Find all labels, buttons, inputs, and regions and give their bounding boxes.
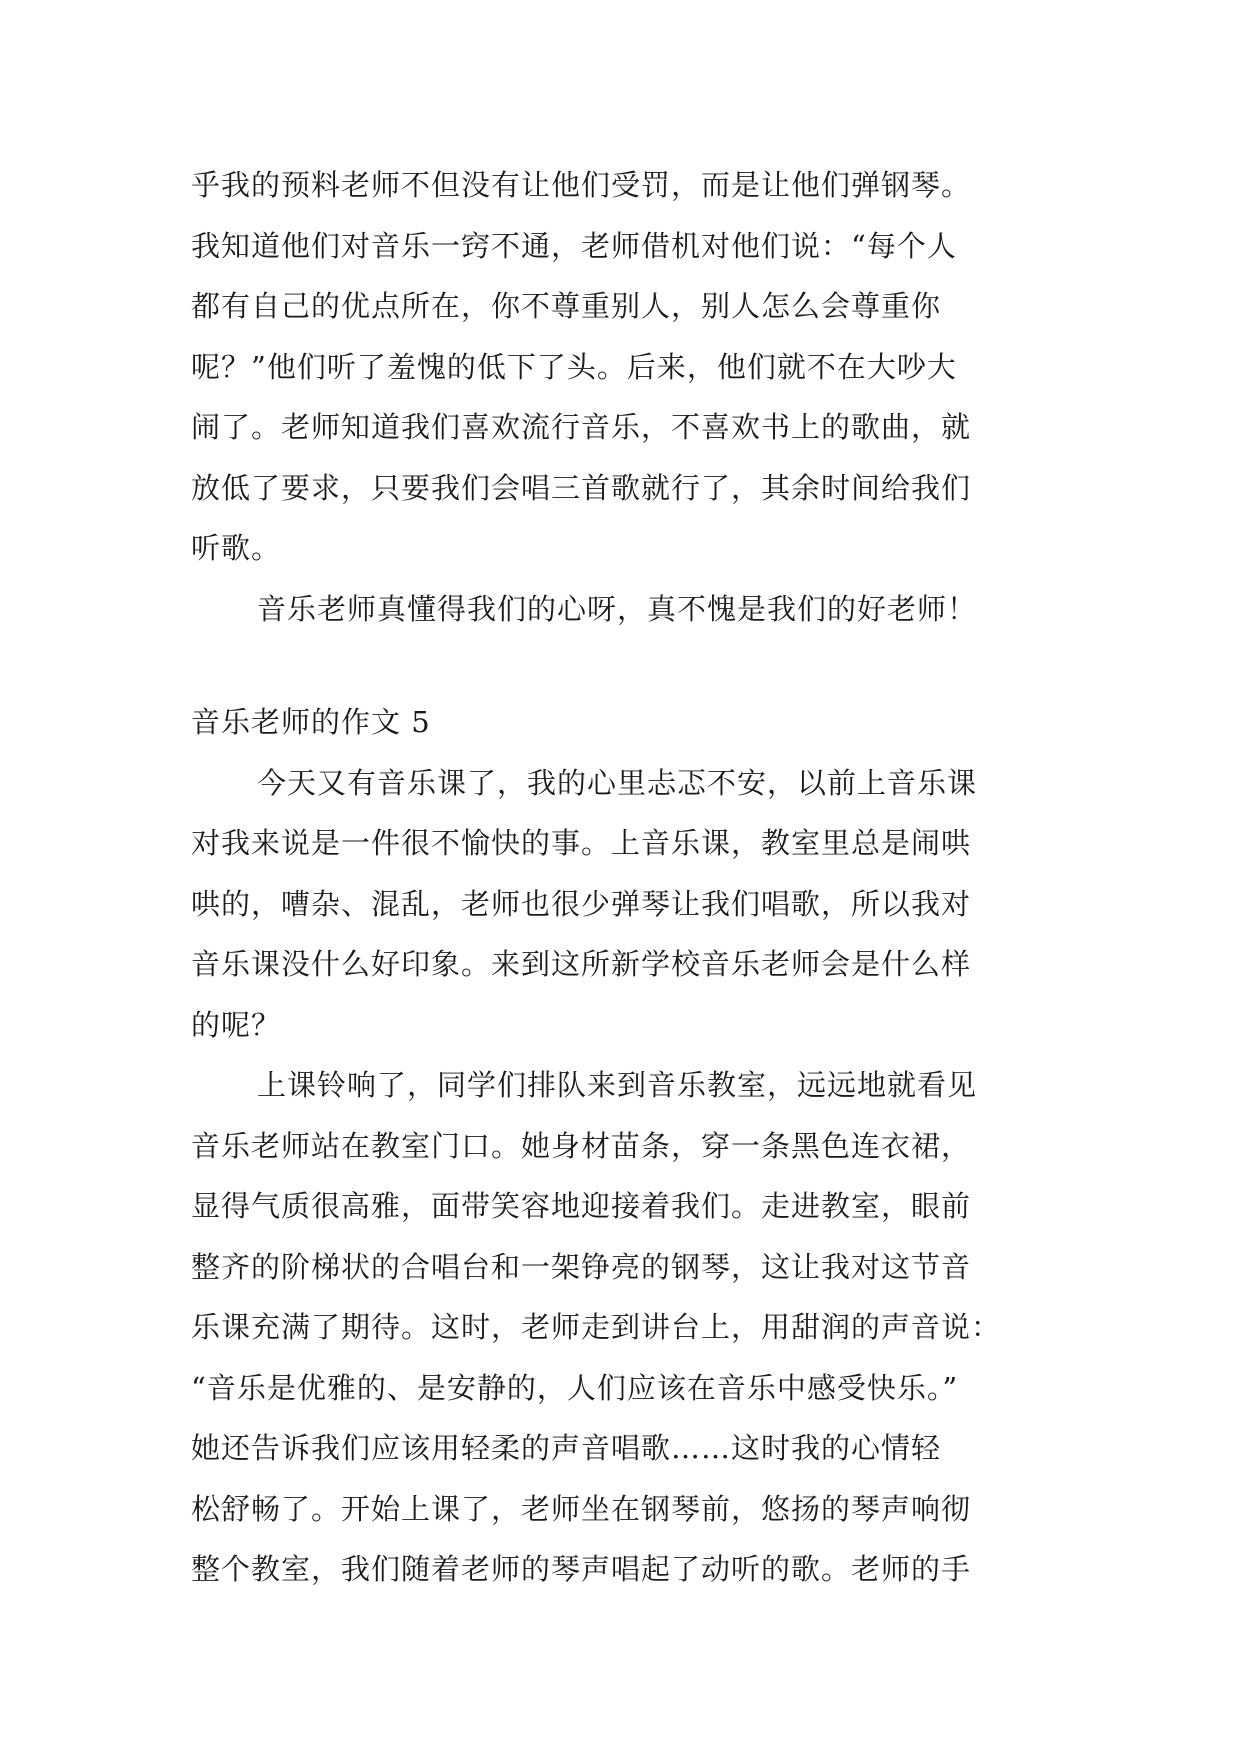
text-line: 整齐的阶梯状的合唱台和一架铮亮的钢琴，这让我对这节音	[191, 1249, 972, 1284]
section-title: 音乐老师的作文 5	[191, 705, 431, 739]
text-line: 乎我的预料老师不但没有让他们受罚，而是让他们弹钢琴。	[191, 168, 972, 202]
closing-paragraph: 音乐老师真懂得我们的心呀，真不愧是我们的好老师！	[257, 591, 978, 626]
continuation-paragraph	[191, 155, 1051, 639]
text-line: “音乐是优雅的、是安静的，人们应该在音乐中感受快乐。”	[191, 1370, 959, 1405]
text-line: 闹了。老师知道我们喜欢流行音乐，不喜欢书上的歌曲，就	[191, 410, 972, 444]
text-line: 音乐老师站在教室门口。她身材苗条，穿一条黑色连衣裙，	[191, 1128, 972, 1163]
text-line: 对我来说是一件很不愉快的事。上音乐课，教室里总是闹哄	[191, 826, 972, 860]
text-line: 都有自己的优点所在，你不尊重别人，别人怎么会尊重你	[191, 289, 942, 323]
text-line: 音乐课没什么好印象。来到这所新学校音乐老师会是什么样	[191, 947, 972, 981]
text-line: 显得气质很高雅，面带笑容地迎接着我们。走进教室，眼前	[191, 1189, 972, 1223]
text-line: 我知道他们对音乐一窍不通，老师借机对他们说：“每个人	[191, 228, 957, 263]
text-line: 呢？”他们听了羞愧的低下了头。后来，他们就不在大吵大	[191, 349, 957, 384]
text-line: 乐课充满了期待。这时，老师走到讲台上，用甜润的声音说：	[191, 1310, 1002, 1344]
essay-section	[191, 692, 1051, 1600]
text-line: 上课铃响了，同学们排队来到音乐教室，远远地就看见	[257, 1068, 978, 1102]
text-line: 听歌。	[191, 531, 282, 565]
text-line: 哄的，嘈杂、混乱，老师也很少弹琴让我们唱歌，所以我对	[191, 886, 972, 921]
text-line: 今天又有音乐课了，我的心里忐忑不安，以前上音乐课	[257, 765, 978, 800]
text-line: 松舒畅了。开始上课了，老师坐在钢琴前，悠扬的琴声响彻	[191, 1491, 972, 1526]
text-line: 整个教室，我们随着老师的琴声唱起了动听的歌。老师的手	[191, 1552, 972, 1586]
text-line: 的呢？	[191, 1007, 282, 1042]
text-line: 放低了要求，只要我们会唱三首歌就行了，其余时间给我们	[191, 470, 972, 505]
text-line: 她还告诉我们应该用轻柔的声音唱歌……这时我的心情轻	[191, 1431, 942, 1465]
